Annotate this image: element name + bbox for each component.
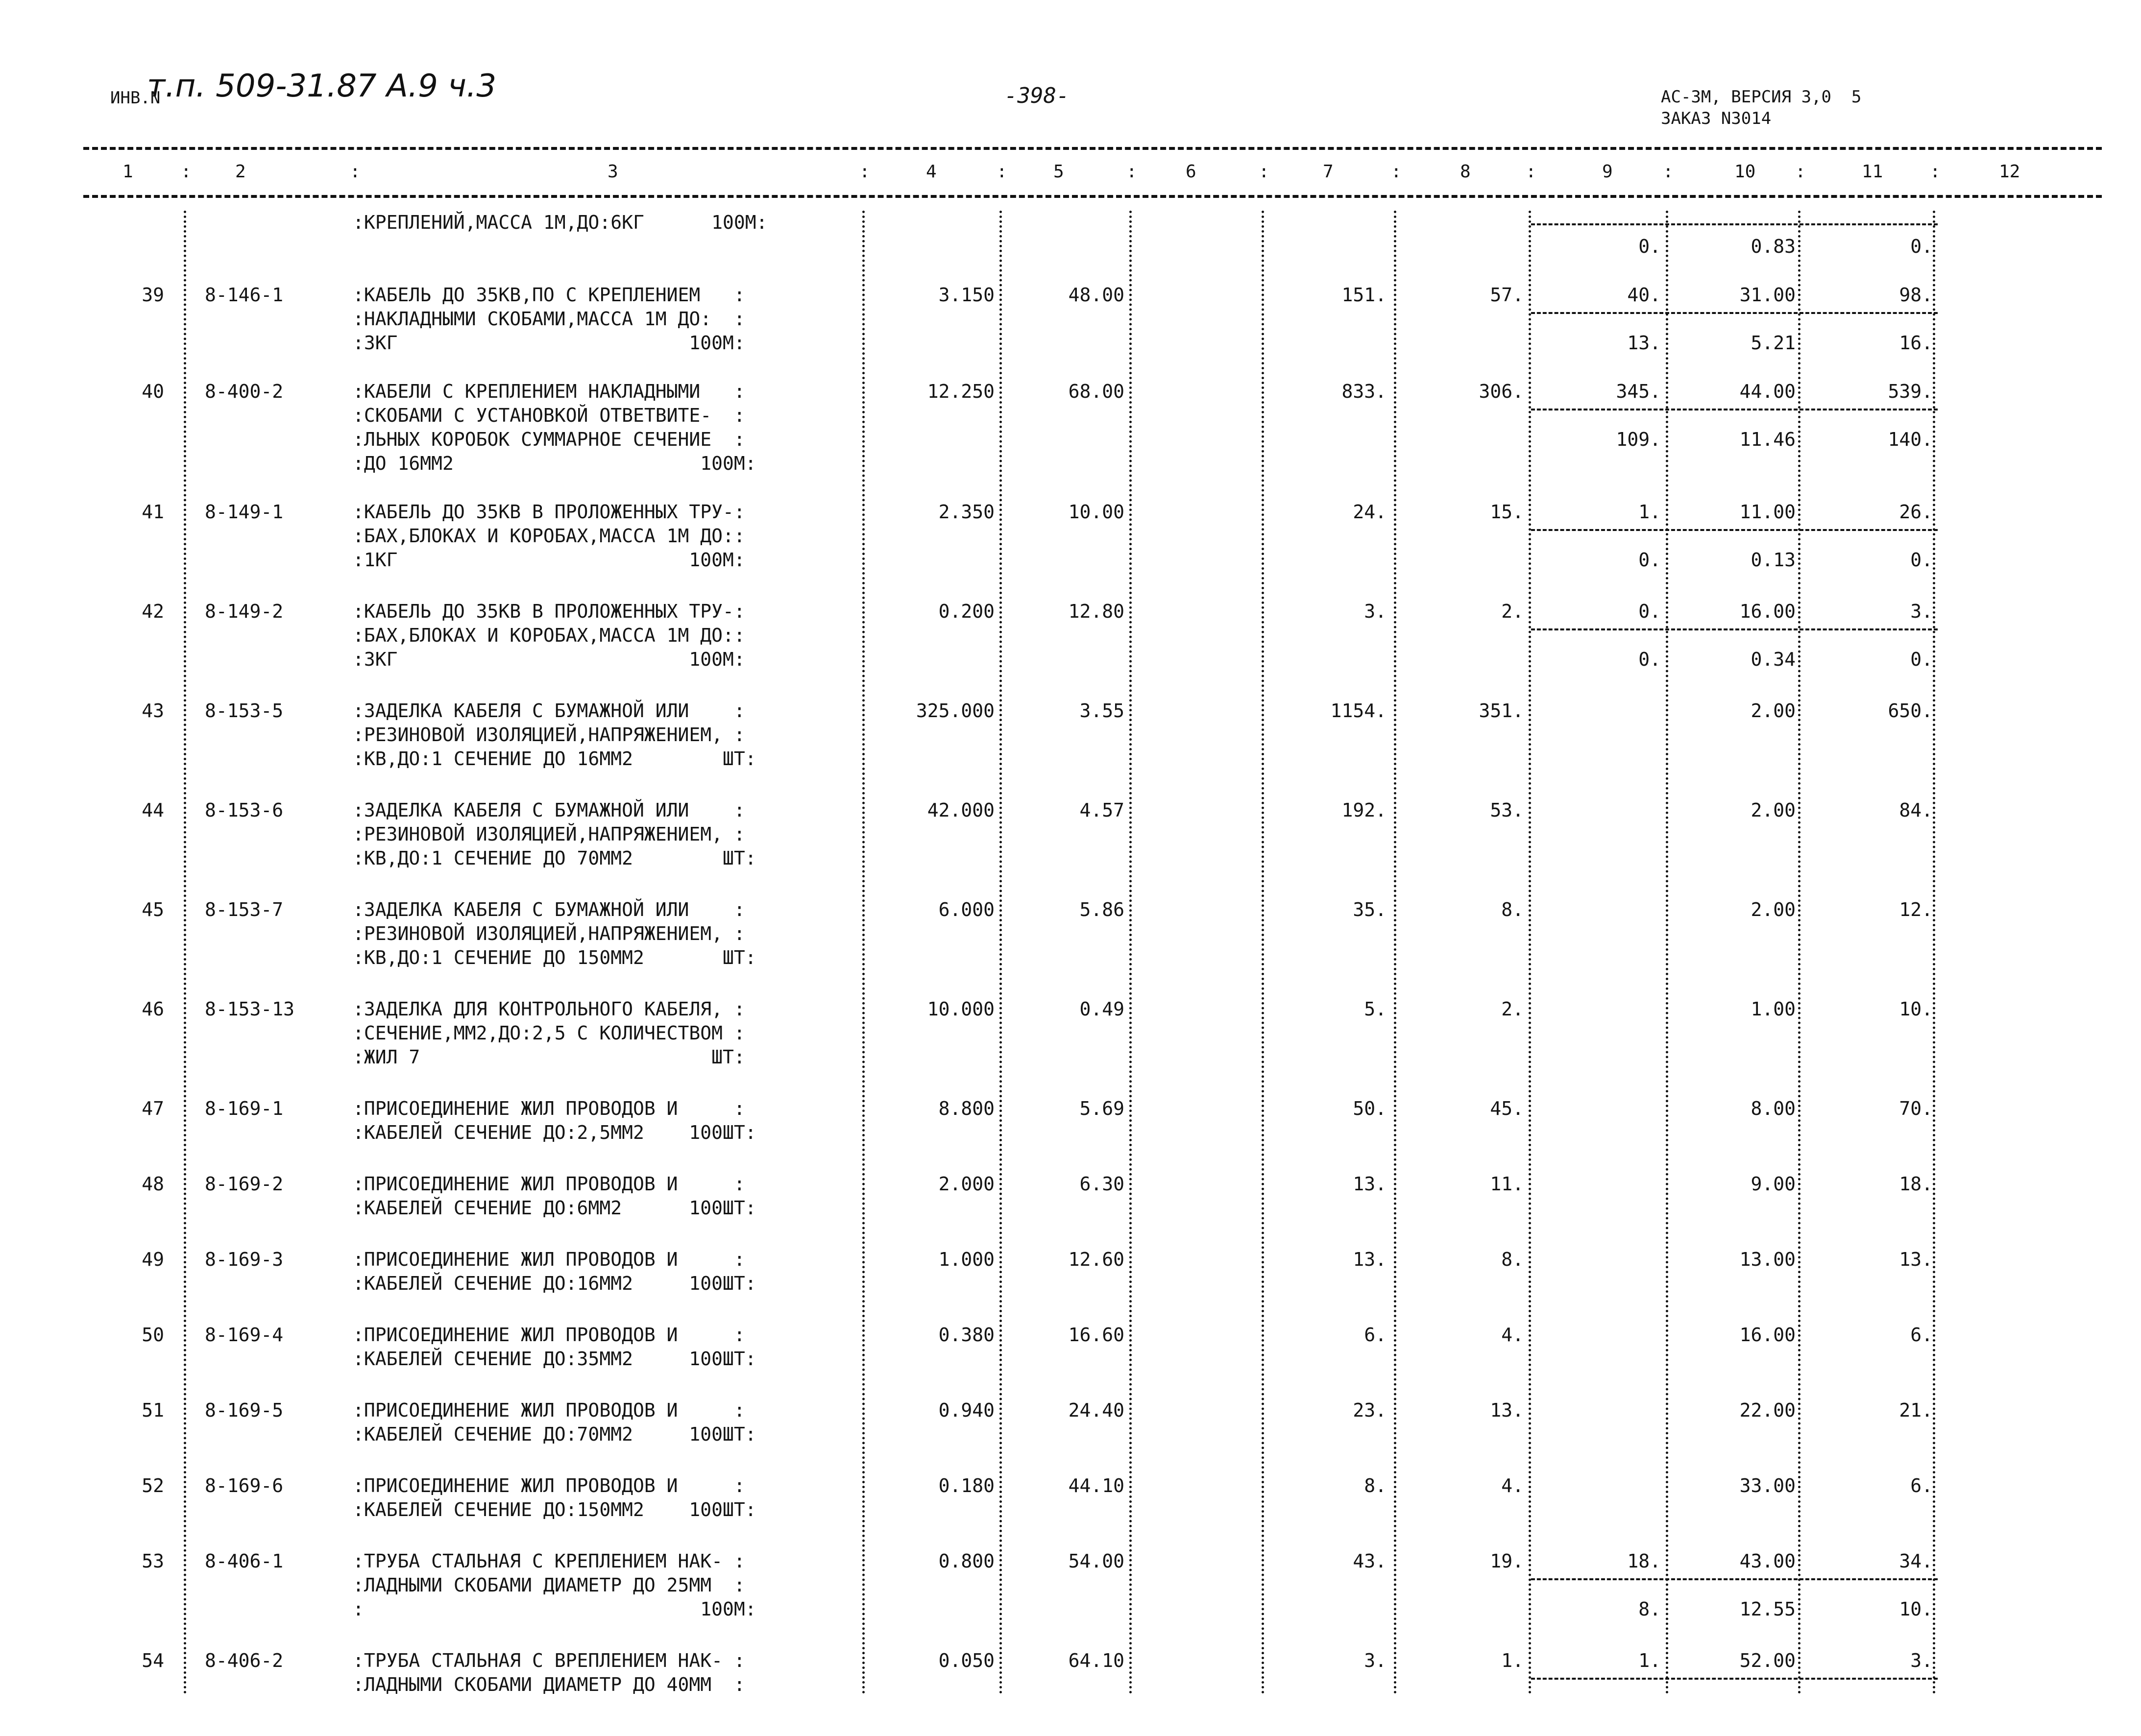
cell-c5: 10.00 [1068,501,1124,523]
cell-c9-sub: 109. [1616,429,1661,450]
cell-c10-sub: 5.21 [1751,332,1796,354]
cell-c10: 16.00 [1739,601,1796,622]
cell-c5: 12.80 [1068,601,1124,622]
cell-c5: 0.49 [1079,998,1124,1020]
cell-c11: 12. [1899,899,1933,920]
work-description-line: :СКОБАМИ С УСТАНОВКОЙ ОТВЕТВИТЕ- : [353,405,745,426]
cell-c10-sub: 11.46 [1739,429,1796,450]
page-number: -398- [1004,83,1070,108]
cell-c4: 1.000 [938,1249,995,1270]
column-header-4: 4 [926,162,937,182]
column-header-3: 3 [608,162,618,182]
work-description-line: :РЕЗИНОВОЙ ИЗОЛЯЦИЕЙ,НАПРЯЖЕНИЕМ, : [353,923,745,944]
cell-c9-sub: 0. [1638,649,1661,670]
cell-c11: 98. [1899,284,1933,306]
cell-c10: 2.00 [1751,899,1796,920]
work-description-line: :КВ,ДО:1 СЕЧЕНИЕ ДО 70ММ2 ШТ: [353,847,756,869]
work-description-line: :ПРИСОЕДИНЕНИЕ ЖИЛ ПРОВОДОВ И : [353,1249,745,1270]
rate-code: 8-149-2 [205,601,284,622]
cell-c7: 151. [1341,284,1387,306]
cell-c5: 3.55 [1079,700,1124,722]
row-number: 51 [142,1399,164,1421]
column-rule [1262,211,1264,1695]
column-header-12: 12 [1999,162,2020,182]
work-description-line: :КАБЕЛЬ ДО 35КВ В ПРОЛОЖЕННЫХ ТРУ-: [353,501,745,523]
cell-c10: 52.00 [1739,1650,1796,1671]
work-description-line: :КВ,ДО:1 СЕЧЕНИЕ ДО 16ММ2 ШТ: [353,748,756,770]
cell-c5: 68.00 [1068,381,1124,402]
cell-c5: 54.00 [1068,1550,1124,1572]
work-description-line: :КАБЕЛЕЙ СЕЧЕНИЕ ДО:6ММ2 100ШТ: [353,1197,756,1219]
cell-c11: 650. [1888,700,1933,722]
cell-c10: 2.00 [1751,799,1796,821]
column-rule [1933,211,1935,1695]
cell-c4: 2.000 [938,1173,995,1195]
subtotal-divider [1531,1678,1938,1680]
continuation-description: :КРЕПЛЕНИЙ,МАССА 1М,ДО:6КГ 100М: [353,212,768,233]
cell-c4: 0.940 [938,1399,995,1421]
cell-c5: 5.86 [1079,899,1124,920]
cell-c8: 53. [1490,799,1524,821]
cell-c11: 539. [1888,381,1933,402]
cell-c10: 44.00 [1739,381,1796,402]
cell-c4: 0.800 [938,1550,995,1572]
cell-c10: 11.00 [1739,501,1796,523]
cell-c7: 23. [1353,1399,1387,1421]
rate-code: 8-153-5 [205,700,284,722]
column-separator: : [350,162,361,182]
cell-c4: 0.180 [938,1475,995,1496]
program-version: АС-3М, ВЕРСИЯ 3,0 5 [1661,87,1862,107]
subtotal-divider [1531,409,1938,410]
column-header-2: 2 [235,162,246,182]
work-description-line: :ЛАДНЫМИ СКОБАМИ ДИАМЕТР ДО 25ММ : [353,1574,745,1596]
cell-c11: 18. [1899,1173,1933,1195]
column-header-7: 7 [1323,162,1334,182]
cell-c8: 1. [1501,1650,1524,1671]
row-number: 47 [142,1098,164,1119]
cell-c10: 43.00 [1739,1550,1796,1572]
cell-c7: 24. [1353,501,1387,523]
header-rule [83,195,2102,198]
cell-c11: 84. [1899,799,1933,821]
cell-c4: 10.000 [927,998,995,1020]
rate-code: 8-153-6 [205,799,284,821]
work-description-line: :КВ,ДО:1 СЕЧЕНИЕ ДО 150ММ2 ШТ: [353,947,756,968]
cell-c8: 13. [1490,1399,1524,1421]
cell-c11: 3. [1910,601,1933,622]
column-header-1: 1 [122,162,133,182]
cell-c4: 325.000 [916,700,995,722]
work-description-line: :НАКЛАДНЫМИ СКОБАМИ,МАССА 1М ДО: : [353,308,745,330]
work-description-line: :ДО 16ММ2 100М: [353,453,756,474]
column-separator: : [1526,162,1536,182]
cell-c10: 9.00 [1751,1173,1796,1195]
work-description-line: :КАБЕЛЕЙ СЕЧЕНИЕ ДО:70ММ2 100ШТ: [353,1423,756,1445]
cell-c9: 0. [1638,236,1661,257]
cell-c8: 4. [1501,1475,1524,1496]
cell-c9: 40. [1627,284,1661,306]
cell-c7: 50. [1353,1098,1387,1119]
cell-c10: 0.83 [1751,236,1796,257]
subtotal-divider [1531,529,1938,531]
cell-c11-sub: 10. [1899,1598,1933,1620]
subtotal-divider [1531,312,1938,314]
cell-c5: 16.60 [1068,1324,1124,1346]
column-rule [999,211,1002,1695]
cell-c11-sub: 16. [1899,332,1933,354]
work-description-line: :ТРУБА СТАЛЬНАЯ С ВРЕПЛЕНИЕМ НАК- : [353,1650,745,1671]
cell-c10: 1.00 [1751,998,1796,1020]
rate-code: 8-169-6 [205,1475,284,1496]
work-description-line: : 100М: [353,1598,756,1620]
work-description-line: :КАБЕЛЬ ДО 35КВ,ПО С КРЕПЛЕНИЕМ : [353,284,745,306]
cell-c11-sub: 0. [1910,649,1933,670]
work-description-line: :СЕЧЕНИЕ,ММ2,ДО:2,5 С КОЛИЧЕСТВОМ : [353,1022,745,1044]
work-description-line: :КАБЕЛЕЙ СЕЧЕНИЕ ДО:150ММ2 100ШТ: [353,1499,756,1520]
cell-c5: 5.69 [1079,1098,1124,1119]
row-number: 44 [142,799,164,821]
cell-c9: 0. [1638,601,1661,622]
column-separator: : [181,162,192,182]
cell-c10: 2.00 [1751,700,1796,722]
work-description-line: :КАБЕЛИ С КРЕПЛЕНИЕМ НАКЛАДНЫМИ : [353,381,745,402]
column-rule [184,211,186,1695]
cell-c9: 1. [1638,501,1661,523]
cell-c10: 31.00 [1739,284,1796,306]
work-description-line: :ПРИСОЕДИНЕНИЕ ЖИЛ ПРОВОДОВ И : [353,1098,745,1119]
cell-c7: 833. [1341,381,1387,402]
work-description-line: :ТРУБА СТАЛЬНАЯ С КРЕПЛЕНИЕМ НАК- : [353,1550,745,1572]
work-description-line: :ЗАДЕЛКА КАБЕЛЯ С БУМАЖНОЙ ИЛИ : [353,799,745,821]
cell-c5: 24.40 [1068,1399,1124,1421]
cell-c10: 8.00 [1751,1098,1796,1119]
subtotal-divider [1531,628,1938,630]
cell-c7: 5. [1364,998,1387,1020]
cell-c11: 6. [1910,1475,1933,1496]
cell-c11: 10. [1899,998,1933,1020]
cell-c5: 64.10 [1068,1650,1124,1671]
work-description-line: :КАБЕЛЬ ДО 35КВ В ПРОЛОЖЕННЫХ ТРУ-: [353,601,745,622]
column-header-9: 9 [1602,162,1613,182]
cell-c4: 0.380 [938,1324,995,1346]
cell-c7: 1154. [1330,700,1387,722]
cell-c5: 48.00 [1068,284,1124,306]
cell-c8: 4. [1501,1324,1524,1346]
row-number: 49 [142,1249,164,1270]
cell-c8: 11. [1490,1173,1524,1195]
column-separator: : [1795,162,1806,182]
work-description-line: :БАХ,БЛОКАХ И КОРОБАХ,МАССА 1М ДО:: [353,625,745,646]
cell-c7: 8. [1364,1475,1387,1496]
rate-code: 8-169-3 [205,1249,284,1270]
row-number: 42 [142,601,164,622]
column-header-8: 8 [1460,162,1471,182]
cell-c5: 44.10 [1068,1475,1124,1496]
row-number: 54 [142,1650,164,1671]
column-separator: : [1259,162,1269,182]
cell-c8: 306. [1479,381,1524,402]
column-rule [1394,211,1396,1695]
cell-c8: 351. [1479,700,1524,722]
column-separator: : [1391,162,1402,182]
cell-c10: 33.00 [1739,1475,1796,1496]
rate-code: 8-153-13 [205,998,295,1020]
work-description-line: :ПРИСОЕДИНЕНИЕ ЖИЛ ПРОВОДОВ И : [353,1475,745,1496]
cell-c11: 3. [1910,1650,1933,1671]
cell-c8: 45. [1490,1098,1524,1119]
cell-c5: 6.30 [1079,1173,1124,1195]
column-header-5: 5 [1053,162,1064,182]
cell-c8: 8. [1501,899,1524,920]
cell-c4: 3.150 [938,284,995,306]
work-description-line: :ЗАДЕЛКА ДЛЯ КОНТРОЛЬНОГО КАБЕЛЯ, : [353,998,745,1020]
work-description-line: :3КГ 100М: [353,332,745,354]
cell-c7: 3. [1364,601,1387,622]
work-description-line: :ЗАДЕЛКА КАБЕЛЯ С БУМАЖНОЙ ИЛИ : [353,899,745,920]
work-description-line: :БАХ,БЛОКАХ И КОРОБАХ,МАССА 1М ДО:: [353,525,745,547]
column-header-11: 11 [1862,162,1883,182]
rate-code: 8-169-2 [205,1173,284,1195]
work-description-line: :ЛЬНЫХ КОРОБОК СУММАРНОЕ СЕЧЕНИЕ : [353,429,745,450]
rate-code: 8-400-2 [205,381,284,402]
column-rule [1529,211,1531,1695]
column-separator: : [859,162,870,182]
cell-c10: 13.00 [1739,1249,1796,1270]
cell-c10: 22.00 [1739,1399,1796,1421]
rate-code: 8-406-1 [205,1550,284,1572]
cell-c4: 6.000 [938,899,995,920]
row-number: 53 [142,1550,164,1572]
inventory-label: ИНВ.N [110,88,161,108]
cell-c8: 2. [1501,601,1524,622]
cell-c11: 26. [1899,501,1933,523]
cell-c9-sub: 13. [1627,332,1661,354]
cell-c8: 15. [1490,501,1524,523]
cell-c8: 19. [1490,1550,1524,1572]
row-number: 50 [142,1324,164,1346]
cell-c11: 34. [1899,1550,1933,1572]
work-description-line: :КАБЕЛЕЙ СЕЧЕНИЕ ДО:35ММ2 100ШТ: [353,1348,756,1370]
cell-c11: 21. [1899,1399,1933,1421]
work-description-line: :КАБЕЛЕЙ СЕЧЕНИЕ ДО:2,5ММ2 100ШТ: [353,1122,756,1143]
cell-c10-sub: 12.55 [1739,1598,1796,1620]
rate-code: 8-169-5 [205,1399,284,1421]
cell-c8: 57. [1490,284,1524,306]
row-number: 45 [142,899,164,920]
row-number: 46 [142,998,164,1020]
row-number: 39 [142,284,164,306]
rate-code: 8-149-1 [205,501,284,523]
cell-c11: 13. [1899,1249,1933,1270]
cell-c9: 345. [1616,381,1661,402]
column-header-10: 10 [1734,162,1756,182]
column-separator: : [1930,162,1941,182]
rate-code: 8-146-1 [205,284,284,306]
column-rule [1129,211,1132,1695]
cell-c9-sub: 0. [1638,549,1661,571]
column-separator: : [1126,162,1137,182]
column-separator: : [997,162,1007,182]
cell-c4: 0.200 [938,601,995,622]
row-number: 41 [142,501,164,523]
cell-c8: 8. [1501,1249,1524,1270]
column-rule [862,211,865,1695]
work-description-line: :ЛАДНЫМИ СКОБАМИ ДИАМЕТР ДО 40ММ : [353,1674,745,1695]
column-header-6: 6 [1186,162,1196,182]
order-number: ЗАКАЗ N3014 [1661,109,1772,128]
cell-c8: 2. [1501,998,1524,1020]
cell-c11: 6. [1910,1324,1933,1346]
cell-c7: 13. [1353,1249,1387,1270]
cell-c11: 0. [1910,236,1933,257]
cell-c9: 18. [1627,1550,1661,1572]
work-description-line: :ПРИСОЕДИНЕНИЕ ЖИЛ ПРОВОДОВ И : [353,1324,745,1346]
cell-c4: 42.000 [927,799,995,821]
cell-c7: 35. [1353,899,1387,920]
subtotal-divider [1531,1578,1938,1580]
cell-c7: 3. [1364,1650,1387,1671]
handwritten-project-number: т.п. 509-31.87 А.9 ч.3 [147,68,497,104]
rate-code: 8-169-4 [205,1324,284,1346]
cell-c4: 12.250 [927,381,995,402]
work-description-line: :РЕЗИНОВОЙ ИЗОЛЯЦИЕЙ,НАПРЯЖЕНИЕМ, : [353,724,745,746]
cell-c9-sub: 8. [1638,1598,1661,1620]
rate-code: 8-153-7 [205,899,284,920]
row-number: 40 [142,381,164,402]
column-separator: : [1663,162,1674,182]
cell-c7: 192. [1341,799,1387,821]
work-description-line: :ЗАДЕЛКА КАБЕЛЯ С БУМАЖНОЙ ИЛИ : [353,700,745,722]
cell-c7: 13. [1353,1173,1387,1195]
cell-c10-sub: 0.34 [1751,649,1796,670]
cell-c10-sub: 0.13 [1751,549,1796,571]
work-description-line: :КАБЕЛЕЙ СЕЧЕНИЕ ДО:16ММ2 100ШТ: [353,1273,756,1294]
cell-c11-sub: 140. [1888,429,1933,450]
cell-c9: 1. [1638,1650,1661,1671]
cell-c5: 4.57 [1079,799,1124,821]
work-description-line: :ПРИСОЕДИНЕНИЕ ЖИЛ ПРОВОДОВ И : [353,1399,745,1421]
cell-c11: 70. [1899,1098,1933,1119]
work-description-line: :3КГ 100М: [353,649,745,670]
cell-c4: 2.350 [938,501,995,523]
rate-code: 8-406-2 [205,1650,284,1671]
rate-code: 8-169-1 [205,1098,284,1119]
column-rule [1798,211,1800,1695]
cell-c5: 12.60 [1068,1249,1124,1270]
row-number: 43 [142,700,164,722]
work-description-line: :ЖИЛ 7 ШТ: [353,1046,745,1068]
cell-c11-sub: 0. [1910,549,1933,571]
cell-c4: 8.800 [938,1098,995,1119]
work-description-line: :1КГ 100М: [353,549,745,571]
work-description-line: :ПРИСОЕДИНЕНИЕ ЖИЛ ПРОВОДОВ И : [353,1173,745,1195]
cell-c7: 6. [1364,1324,1387,1346]
cell-c10: 16.00 [1739,1324,1796,1346]
column-rule [1666,211,1668,1695]
row-number: 52 [142,1475,164,1496]
work-description-line: :РЕЗИНОВОЙ ИЗОЛЯЦИЕЙ,НАПРЯЖЕНИЕМ, : [353,823,745,845]
cell-c7: 43. [1353,1550,1387,1572]
row-number: 48 [142,1173,164,1195]
top-rule [83,147,2102,150]
subtotal-divider [1531,223,1938,225]
cell-c4: 0.050 [938,1650,995,1671]
